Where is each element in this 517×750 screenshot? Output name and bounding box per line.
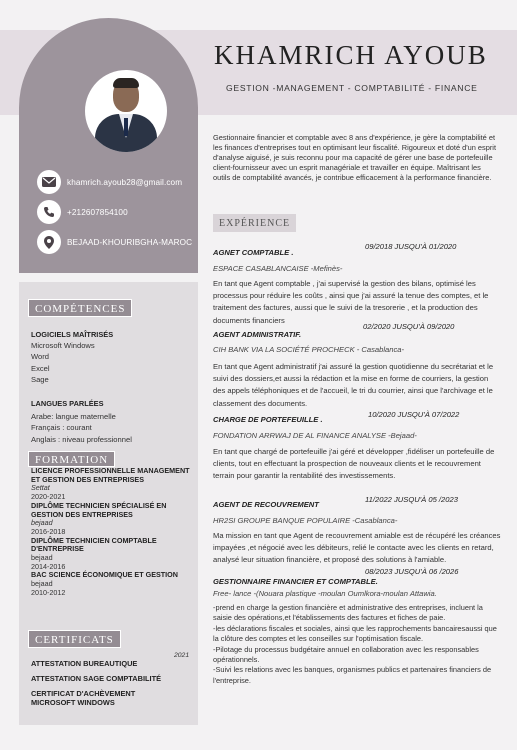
- job-bullets: [213, 603, 501, 686]
- formation-place: bejaad: [31, 518, 53, 528]
- formation-years: 2020-2021: [31, 492, 66, 502]
- formation-place: bejaad: [31, 553, 53, 563]
- envelope-icon: [37, 170, 61, 194]
- formation-item: [31, 502, 191, 537]
- langues-title: LANGUES PARLÉES: [31, 399, 104, 408]
- job-company: HR2SI GROUPE BANQUE POPULAIRE -Casablanca-: [213, 516, 398, 525]
- job-dates: 11/2022 JUSQU'À 05 /2023: [365, 495, 458, 504]
- job-entry: [213, 242, 501, 327]
- job-company: ESPACE CASABLANCAISE -Mefinès-: [213, 264, 343, 273]
- formation-place: Settat: [31, 483, 50, 493]
- job-title: CHARGE DE PORTEFEUILLE .: [213, 415, 323, 424]
- logiciels-title: LOGICIELS MAÎTRISÉS: [31, 330, 114, 339]
- contact-address: [37, 230, 192, 254]
- job-title: AGNET COMPTABLE .: [213, 248, 294, 257]
- formation-years: 2016-2018: [31, 526, 66, 536]
- job-description: En tant que chargé de portefeuille j'ai géré et développer ,fidéliser un portefeuille de clients, tout en effectuant la prospection de nouveaux clients et le recouvrement terrain pour garantir la rentabilité des investissements.: [213, 447, 495, 481]
- phone-text: +212607854100: [67, 207, 128, 217]
- certificat-item: ATTESTATION SAGE COMPTABILITÉ: [31, 674, 162, 683]
- formation-title: DIPLÔME TECHNICIEN COMPTABLE D'ENTREPRISE: [31, 535, 157, 554]
- formation-list: [31, 467, 191, 598]
- job-title: AGENT DE RECOUVREMENT: [213, 500, 319, 509]
- job-bullet: -Suivi les relations avec les banques, organismes publics et partenaires financiers de l'entreprise.: [213, 665, 492, 685]
- email-text: khamrich.ayoub28@gmail.com: [67, 177, 183, 187]
- job-description: En tant que Agent comptable , j'ai supervisé la gestion des bilans, optimisé les processus pour réduire les coûts , ainsi que j'ai assuré la tenue des comptes, et le traitement des factures, aussi que le suivi de la tresorerie , et la production des documents financiers: [213, 279, 489, 325]
- profile-summary: Gestionnaire financier et comptable avec 8 ans d'expérience, je gère la comptabilité et les finances d'entreprises tout en optimisant leur fiscalité. Rigoureux et doté d'un esprit d'analyse aiguisé, je suis reconnu pour ma capacité de gérer une base de portefeuille client-fournisseur avec un esprit managériale et travailler en équipe. Maîtrisant les outils de comptabilité avancés, je contribue efficacement à la performance financière.: [213, 133, 496, 183]
- logiciel-item: Microsoft Windows: [31, 341, 95, 351]
- certificat-year: 2021: [174, 652, 190, 659]
- job-entry: [213, 409, 501, 483]
- formation-item: [31, 571, 191, 597]
- job-company: FONDATION ARRWAJ DE AL FINANCE ANALYSE -Bejaad-: [213, 431, 417, 440]
- contact-phone[interactable]: [37, 200, 128, 224]
- formation-item: [31, 537, 191, 572]
- certificat-item: ATTESTATION BUREAUTIQUE: [31, 659, 138, 668]
- competences-heading: COMPÉTENCES: [28, 299, 132, 317]
- certificats-list: [31, 659, 196, 707]
- location-pin-icon: [37, 230, 61, 254]
- job-dates: 10/2020 JUSQU'À 07/2022: [368, 410, 460, 419]
- formation-place: bejaad: [31, 579, 53, 589]
- formation-title: DIPLÔME TECHNICIEN SPÉCIALISÉ EN GESTION DES ENTREPRISES: [31, 500, 167, 519]
- langues-block: [31, 398, 132, 445]
- person-subtitle: GESTION -MANAGEMENT - COMPTABILITÉ - FINANCE: [226, 83, 478, 93]
- job-entry: [213, 324, 501, 410]
- job-bullet: -les déclarations fiscales et sociales, ainsi que les rapprochements bancairesaussi que la clôture des comptes et les conseilles sur l'optimisation fiscale.: [213, 623, 497, 644]
- job-description: Ma mission en tant que Agent de recouvrement amiable est de récupéré les créances impayées ,et négocié avec les débiteurs, relié le contacte avec les clients en retard, analysé leur situation financière, et proposé des solutions à l'amiable.: [213, 531, 501, 565]
- logiciel-item: Word: [31, 352, 50, 362]
- job-bullet: -Pilotage du processus budgétaire annuel en collaboration avec les responsables opérationnels.: [213, 644, 479, 665]
- formation-years: 2014-2016: [31, 561, 66, 571]
- experience-heading: EXPÉRIENCE: [213, 214, 296, 232]
- job-company: CIH BANK VIA LA SOCIÉTÉ PROCHECK - Casablanca-: [213, 345, 405, 354]
- formation-heading: FORMATION: [28, 451, 115, 467]
- job-entry: [213, 567, 501, 686]
- job-dates: 09/2018 JUSQU'À 01/2020: [365, 242, 457, 251]
- langue-item: Français : courant: [31, 423, 92, 433]
- job-title: GESTIONNAIRE FINANCIER ET COMPTABLE.: [213, 577, 378, 586]
- job-entry: [213, 494, 501, 567]
- person-name: KHAMRICH AYOUB: [214, 40, 488, 70]
- certificats-heading: CERTIFICATS: [28, 630, 121, 648]
- contact-email[interactable]: [37, 170, 182, 194]
- address-text: BEJAAD-KHOURIBGHA-MAROC: [67, 237, 193, 247]
- formation-title: BAC SCIENCE ÉCONOMIQUE ET GESTION: [31, 570, 178, 580]
- job-dates: 02/2020 JUSQU'À 09/2020: [363, 322, 455, 331]
- formation-item: [31, 467, 191, 502]
- logiciel-item: Sage: [31, 374, 49, 384]
- job-company: Free- lance -(Nouara plastique -moulan Oumlkora-moulan Attawia.: [213, 589, 437, 598]
- job-dates: 08/2023 JUSQU'À 06 /2026: [365, 567, 459, 576]
- formation-years: 2010-2012: [31, 587, 66, 597]
- langue-item: Anglais : niveau professionnel: [31, 434, 132, 444]
- profile-photo: [85, 70, 167, 152]
- certificat-item: CERTIFICAT D'ACHÈVEMENT MICROSOFT WINDOWS: [31, 689, 136, 707]
- logiciels-block: [31, 329, 113, 385]
- logiciel-item: Excel: [31, 363, 50, 373]
- phone-icon: [37, 200, 61, 224]
- job-description: En tant que Agent administratif j'ai assuré la gestion quotidienne du secrétariat et le suivi des dossiers,et aussi la rédaction et la mise en forme de courriers, la gestion des appels téléphoniques et de l'accueil, le tri du courrier, ainsi que l'archivage et le classement des documents.: [213, 362, 494, 408]
- job-bullet: -prend en charge la gestion financière et administrative des entreprises, incluent la saisie des opérations,et l'établissements des factures et fiches de paie.: [213, 603, 483, 623]
- job-title: AGENT ADMINISTRATIF.: [213, 330, 302, 339]
- formation-title: LICENCE PROFESSIONNELLE MANAGEMENT ET GESTION DES ENTREPRISES: [31, 466, 190, 484]
- langue-item: Arabe: langue maternelle: [31, 412, 116, 422]
